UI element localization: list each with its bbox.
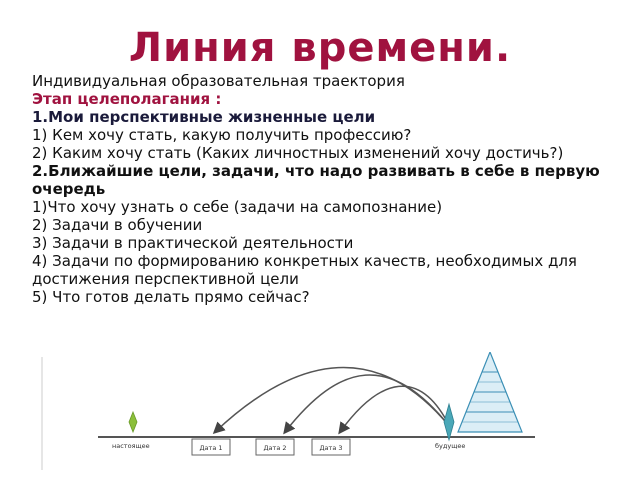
stage-heading: Этап целеполагания : [32, 90, 222, 108]
date-label: Дата 3 [319, 444, 343, 452]
section2-item: 3) Задачи в практической деятельности [32, 234, 354, 252]
section1-item: 2) Каким хочу стать (Каких личностных изменений хочу достичь?) [32, 144, 564, 162]
section2-item: 5) Что готов делать прямо сейчас? [32, 288, 310, 306]
present-marker-icon [129, 412, 137, 432]
section2-item: 1)Что хочу узнать о себе (задачи на самопознание) [32, 198, 443, 216]
future-label: будущее [435, 442, 466, 450]
subtitle: Индивидуальная образовательная траектория [32, 72, 405, 90]
goal-pyramid-icon [458, 352, 522, 432]
date-label: Дата 2 [263, 444, 287, 452]
date-label: Дата 1 [199, 444, 223, 452]
present-label: настоящее [112, 442, 150, 450]
arc-arrow-date1 [215, 367, 450, 432]
section2-item: 2) Задачи в обучении [32, 216, 203, 234]
section2-item: 4) Задачи по формированию конкретных качеств, необходимых для достижения перспективной цели [32, 252, 577, 288]
section1-item: 1) Кем хочу стать, какую получить профессию? [32, 126, 412, 144]
slide-title: Линия времени. [128, 25, 512, 71]
section2-heading: 2.Ближайшие цели, задачи, что надо развивать в себе в первую очередь [32, 162, 600, 198]
section1-heading: 1.Мои перспективные жизненные цели [32, 108, 376, 126]
arc-arrow-date2 [285, 375, 450, 432]
timeline-diagram [40, 352, 600, 472]
text-block [32, 72, 612, 306]
future-marker-icon [444, 404, 454, 440]
